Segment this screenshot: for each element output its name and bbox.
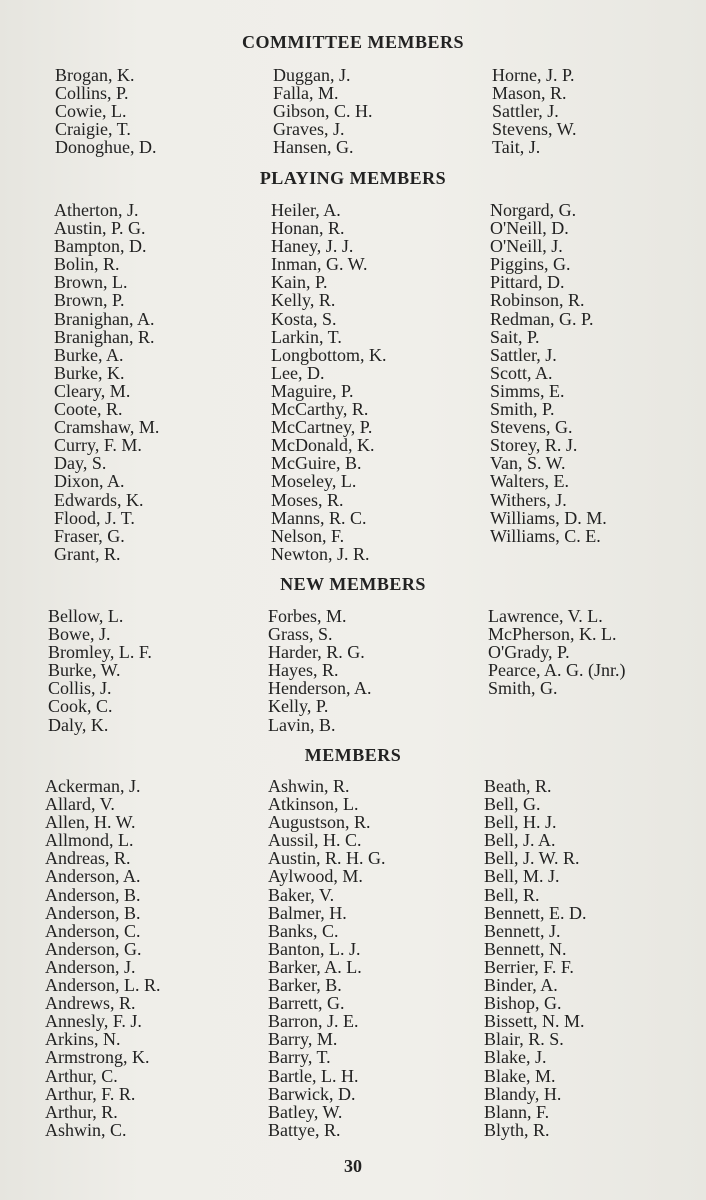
member-name: Batley, W. xyxy=(268,1101,343,1122)
member-name: Gibson, C. H. xyxy=(273,101,373,122)
playing-column-3 xyxy=(490,201,607,545)
member-name: Pearce, A. G. (Jnr.) xyxy=(488,660,626,681)
member-name: Dixon, A. xyxy=(54,471,125,492)
member-name: Bell, M. J. xyxy=(484,866,560,887)
member-name: Manns, R. C. xyxy=(271,507,367,528)
member-name: Barry, T. xyxy=(268,1047,331,1068)
member-name: Allard, V. xyxy=(45,794,115,815)
member-name: Maguire, P. xyxy=(271,380,354,401)
member-name: Nelson, F. xyxy=(271,525,345,546)
playing-column-2 xyxy=(271,201,387,563)
member-name: Collis, J. xyxy=(48,678,112,699)
member-name: Pittard, D. xyxy=(490,272,565,293)
member-name: Bell, J. A. xyxy=(484,830,556,851)
member-name: Binder, A. xyxy=(484,975,558,996)
member-name: Barker, A. L. xyxy=(268,956,362,977)
member-name: Bampton, D. xyxy=(54,236,147,257)
member-name: Bellow, L. xyxy=(48,606,124,626)
member-name: Graves, J. xyxy=(273,119,345,140)
member-name: Bennett, J. xyxy=(484,920,561,941)
member-name: Falla, M. xyxy=(273,83,339,104)
member-name: Austin, R. H. G. xyxy=(268,848,386,869)
member-name: Robinson, R. xyxy=(490,290,585,311)
member-name: Arthur, F. R. xyxy=(45,1083,136,1104)
member-name: Moses, R. xyxy=(271,489,344,510)
member-name: Henderson, A. xyxy=(268,678,372,699)
member-name: Tait, J. xyxy=(492,137,541,158)
member-name: Barron, J. E. xyxy=(268,1011,359,1032)
member-name: Storey, R. J. xyxy=(490,435,578,456)
member-name: Stevens, G. xyxy=(490,417,573,438)
member-name: Blake, J. xyxy=(484,1047,547,1068)
member-name: Andrews, R. xyxy=(45,993,136,1014)
member-name: Williams, C. E. xyxy=(490,525,601,546)
playing-column-1 xyxy=(54,201,159,563)
member-name: Mason, R. xyxy=(492,83,567,104)
member-name: Arkins, N. xyxy=(45,1029,121,1050)
member-name: Duggan, J. xyxy=(273,65,351,85)
member-name: Scott, A. xyxy=(490,362,553,383)
new-column-3 xyxy=(488,607,625,697)
member-name: Grant, R. xyxy=(54,543,121,564)
member-name: Craigie, T. xyxy=(55,119,131,140)
member-name: Blyth, R. xyxy=(484,1119,550,1140)
member-name: Hansen, G. xyxy=(273,137,354,158)
member-name: Lee, D. xyxy=(271,362,325,383)
member-name: Branighan, R. xyxy=(54,326,155,347)
members-column-1 xyxy=(45,777,161,1139)
member-name: Grass, S. xyxy=(268,624,333,645)
committee-column-3 xyxy=(492,66,577,156)
member-name: Bell, H. J. xyxy=(484,812,557,833)
member-name: Harder, R. G. xyxy=(268,642,365,663)
member-name: Piggins, G. xyxy=(490,254,571,275)
member-name: Banks, C. xyxy=(268,920,339,941)
member-name: Arthur, R. xyxy=(45,1101,118,1122)
member-name: Bell, G. xyxy=(484,794,541,815)
member-name: Moseley, L. xyxy=(271,471,357,492)
member-name: Cleary, M. xyxy=(54,380,131,401)
member-name: Edwards, K. xyxy=(54,489,144,510)
member-name: Barrett, G. xyxy=(268,993,345,1014)
member-name: Annesly, F. J. xyxy=(45,1011,142,1032)
member-name: Simms, E. xyxy=(490,380,565,401)
member-name: Arthur, C. xyxy=(45,1065,118,1086)
member-name: Barker, B. xyxy=(268,975,342,996)
section-heading-playing: PLAYING MEMBERS xyxy=(259,168,447,188)
member-name: O'Neill, D. xyxy=(490,218,569,239)
new-column-1 xyxy=(48,607,152,734)
member-name: Haney, J. J. xyxy=(271,236,354,257)
member-name: Blake, M. xyxy=(484,1065,556,1086)
member-name: Larkin, T. xyxy=(271,326,342,347)
member-name: Austin, P. G. xyxy=(54,218,146,239)
member-name: Daly, K. xyxy=(48,714,109,735)
member-name: Kosta, S. xyxy=(271,308,337,329)
member-name: Anderson, C. xyxy=(45,920,141,941)
member-name: O'Grady, P. xyxy=(488,642,570,663)
member-name: Burke, A. xyxy=(54,344,124,365)
member-name: Redman, G. P. xyxy=(490,308,594,329)
member-name: Kelly, R. xyxy=(271,290,336,311)
member-name: Anderson, L. R. xyxy=(45,975,161,996)
member-name: Blair, R. S. xyxy=(484,1029,564,1050)
section-heading-committee: COMMITTEE MEMBERS xyxy=(241,32,464,52)
section-heading-members: MEMBERS xyxy=(304,745,402,765)
member-name: Ashwin, C. xyxy=(45,1119,127,1140)
member-name: Bishop, G. xyxy=(484,993,562,1014)
member-name: Collins, P. xyxy=(55,83,129,104)
member-name: Hayes, R. xyxy=(268,660,339,681)
member-name: McCartney, P. xyxy=(271,417,373,438)
member-name: Inman, G. W. xyxy=(271,254,368,275)
member-name: Beath, R. xyxy=(484,776,552,796)
member-name: Walters, E. xyxy=(490,471,570,492)
member-name: Forbes, M. xyxy=(268,606,347,626)
member-name: McGuire, B. xyxy=(271,453,362,474)
member-name: Burke, W. xyxy=(48,660,121,681)
member-name: O'Neill, J. xyxy=(490,236,563,257)
members-column-2 xyxy=(268,777,386,1139)
member-name: Blann, F. xyxy=(484,1101,550,1122)
member-name: Banton, L. J. xyxy=(268,938,361,959)
member-name: Augustson, R. xyxy=(268,812,371,833)
member-name: McDonald, K. xyxy=(271,435,375,456)
member-name: Bromley, L. F. xyxy=(48,642,152,663)
member-name: Bennett, E. D. xyxy=(484,902,587,923)
member-name: Brogan, K. xyxy=(55,65,135,85)
member-name: Barry, M. xyxy=(268,1029,338,1050)
member-name: Branighan, A. xyxy=(54,308,155,329)
member-name: Armstrong, K. xyxy=(45,1047,150,1068)
committee-column-2 xyxy=(273,66,373,156)
member-name: Burke, K. xyxy=(54,362,125,383)
member-name: Williams, D. M. xyxy=(490,507,607,528)
member-name: Kelly, P. xyxy=(268,696,329,717)
member-name: Stevens, W. xyxy=(492,119,577,140)
member-name: Ashwin, R. xyxy=(268,776,350,796)
member-name: Sattler, J. xyxy=(490,344,557,365)
member-name: Battye, R. xyxy=(268,1119,341,1140)
member-name: McPherson, K. L. xyxy=(488,624,617,645)
member-name: Ackerman, J. xyxy=(45,776,141,796)
member-name: Newton, J. R. xyxy=(271,543,370,564)
member-name: Coote, R. xyxy=(54,399,123,420)
member-name: Sait, P. xyxy=(490,326,540,347)
member-name: Lavin, B. xyxy=(268,714,336,735)
member-name: Withers, J. xyxy=(490,489,567,510)
member-name: Bowe, J. xyxy=(48,624,111,645)
member-name: Brown, L. xyxy=(54,272,128,293)
member-name: Day, S. xyxy=(54,453,107,474)
member-name: Honan, R. xyxy=(271,218,345,239)
member-name: Bennett, N. xyxy=(484,938,567,959)
member-name: Baker, V. xyxy=(268,884,335,905)
page-number: 30 xyxy=(344,1156,362,1176)
member-name: Andreas, R. xyxy=(45,848,131,869)
member-name: Norgard, G. xyxy=(490,200,577,220)
member-name: Fraser, G. xyxy=(54,525,125,546)
member-name: Lawrence, V. L. xyxy=(488,606,603,626)
member-name: Sattler, J. xyxy=(492,101,559,122)
member-name: Anderson, B. xyxy=(45,884,141,905)
member-name: Blandy, H. xyxy=(484,1083,562,1104)
member-name: Berrier, F. F. xyxy=(484,956,574,977)
member-name: Longbottom, K. xyxy=(271,344,387,365)
member-name: Heiler, A. xyxy=(271,200,341,220)
member-name: Cowie, L. xyxy=(55,101,127,122)
section-heading-new: NEW MEMBERS xyxy=(280,574,426,594)
new-column-2 xyxy=(268,607,371,734)
member-name: Bolin, R. xyxy=(54,254,120,275)
member-name: Flood, J. T. xyxy=(54,507,135,528)
member-name: Brown, P. xyxy=(54,290,125,311)
member-name: Allmond, L. xyxy=(45,830,134,851)
member-name: Anderson, G. xyxy=(45,938,142,959)
member-name: Curry, F. M. xyxy=(54,435,142,456)
member-name: Donoghue, D. xyxy=(55,137,157,158)
member-name: Bell, R. xyxy=(484,884,540,905)
member-name: Anderson, B. xyxy=(45,902,141,923)
member-name: Barwick, D. xyxy=(268,1083,356,1104)
member-name: Aylwood, M. xyxy=(268,866,363,887)
member-name: Cook, C. xyxy=(48,696,113,717)
members-column-3 xyxy=(484,777,586,1139)
member-name: Horne, J. P. xyxy=(492,65,575,85)
member-name: Smith, P. xyxy=(490,399,555,420)
member-name: Allen, H. W. xyxy=(45,812,136,833)
member-name: Anderson, J. xyxy=(45,956,136,977)
member-name: Cramshaw, M. xyxy=(54,417,160,438)
member-name: Bell, J. W. R. xyxy=(484,848,580,869)
member-name: Aussil, H. C. xyxy=(268,830,362,851)
member-name: Balmer, H. xyxy=(268,902,347,923)
member-name: Anderson, A. xyxy=(45,866,141,887)
member-name: Van, S. W. xyxy=(490,453,566,474)
member-name: Kain, P. xyxy=(271,272,328,293)
member-name: Atkinson, L. xyxy=(268,794,359,815)
member-name: Bissett, N. M. xyxy=(484,1011,585,1032)
committee-column-1 xyxy=(55,66,157,156)
member-name: Smith, G. xyxy=(488,678,558,699)
member-name: Atherton, J. xyxy=(54,200,139,220)
member-name: McCarthy, R. xyxy=(271,399,369,420)
member-name: Bartle, L. H. xyxy=(268,1065,359,1086)
